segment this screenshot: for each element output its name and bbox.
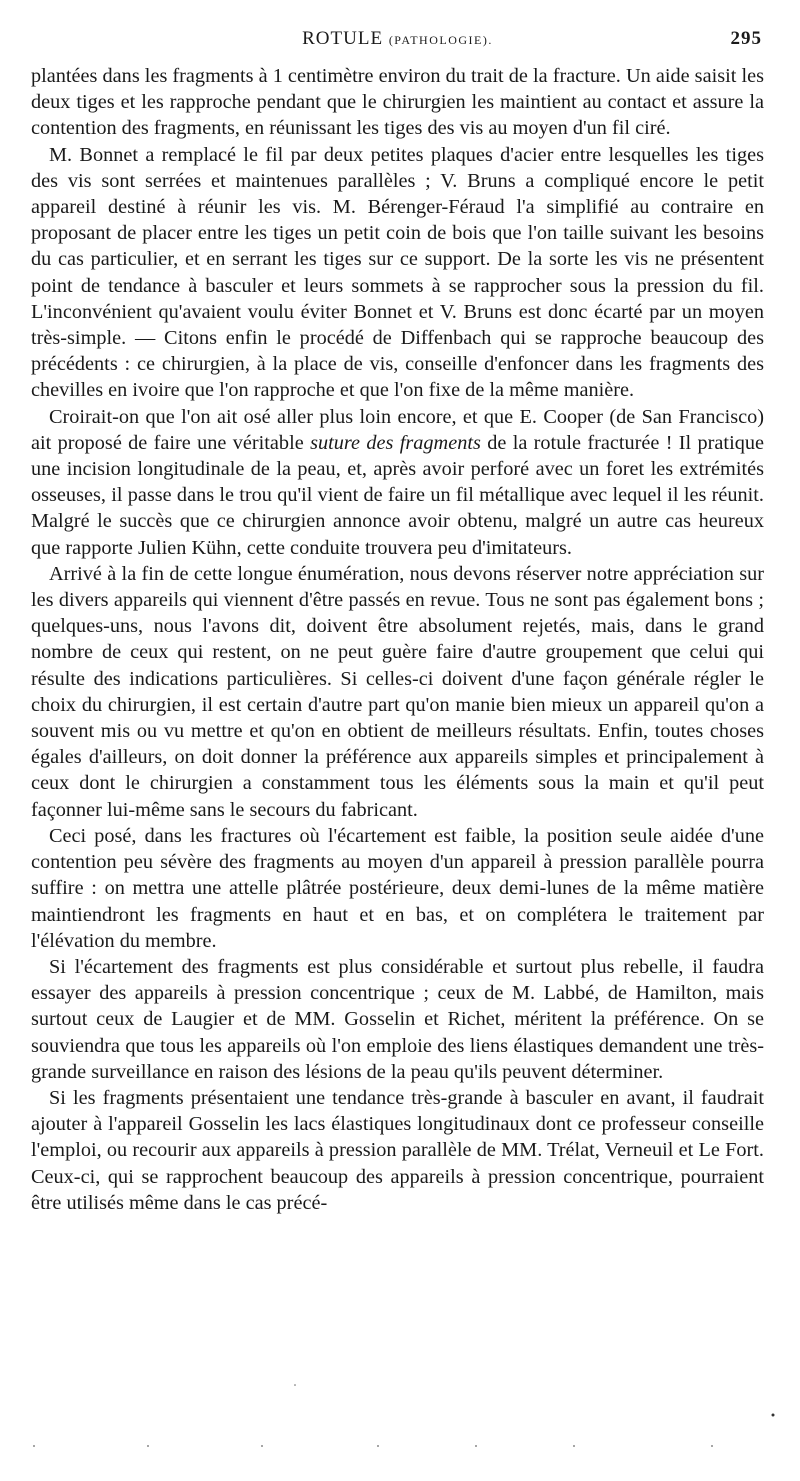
running-title <box>31 28 764 50</box>
paragraph-5: Ceci posé, dans les fractures où l'écartement est faible, la position seule aidée d'une contention peu sévère des fragments au moyen d'un appareil à pression parallèle pourra suffire : on mettra une attelle plâtrée postérieure, deux demi-lunes de la même matière maintiendront les fragments en haut et en bas, et on complétera le traitement par l'élévation du membre. <box>31 824 764 952</box>
running-header <box>31 28 764 58</box>
page-number: 295 <box>730 28 762 49</box>
italic-phrase: suture des fragments <box>310 431 481 454</box>
paragraph-7: Si les fragments présentaient une tendance très-grande à basculer en avant, il faudrait ajouter à l'appareil Gosselin les lacs élastiques longitudinaux dont ce professeur conseille l'emploi, ou recourir aux appareils à pression parallèle de MM. Trélat, Verneuil et Le Fort. Ceux-ci, qui se rapprochent beaucoup des appareils à pression concentrique, pourraient être utilisés même dans le cas précé- <box>31 1086 764 1214</box>
running-title-main: ROTULE <box>302 28 384 49</box>
running-title-subtitle: (PATHOLOGIE). <box>388 33 493 47</box>
body-text <box>31 63 764 1216</box>
paragraph-3: Croirait-on que l'on ait osé aller plus loin encore, et que E. Cooper (de San Francisco) ait proposé de faire une véritable suture des fragments de la rotule fracturée ! Il pratique une incision longitudinale de la peau, et, après avoir perforé avec un foret les extrémités osseuses, il passe dans le trou qu'il vient de faire un fil métallique avec lequel il les réunit. Malgré le succès que ce chirurgien annonce avoir obtenu, malgré un autre cas heureux que rapporte Julien Kühn, cette conduite trouvera peu d'imitateurs. <box>31 405 764 559</box>
paragraph-2: M. Bonnet a remplacé le fil par deux petites plaques d'acier entre lesquelles les tiges des vis sont serrées et maintenues parallèles ; V. Bruns a compliqué encore le petit appareil destiné à réunir les vis. M. Bérenger-Féraud l'a simplifié au contraire en proposant de placer entre les tiges un petit coin de bois que l'on taille suivant les besoins du cas particulier, et en serrant les tiges sur ce support. De la sorte les vis ne présentent point de tendance à basculer et leurs sommets à se rapprocher sous la pression du fil. L'inconvénient qu'avaient voulu éviter Bonnet et V. Bruns est donc écarté par un moyen très-simple. — Citons enfin le procédé de Diffenbach qui se rapproche beaucoup des précédents : ce chirurgien, à la place de vis, conseille d'enfoncer dans les fragments des chevilles en ivoire que l'on rapproche et que l'on fixe de la même manière. <box>31 143 764 402</box>
paragraph-4: Arrivé à la fin de cette longue énumération, nous devons réserver notre appréciation sur les divers appareils qui viennent d'être passés en revue. Tous ne sont pas également bons ; quelques-uns, nous l'avons dit, doivent être absolument rejetés, mais, dans le grand nombre de ceux qui restent, on ne peut guère faire d'autre groupement que celui qui résulte des indications particulières. Si celles-ci doivent d'une façon générale régler le choix du chirurgien, il est certain d'autre part qu'on manie bien mieux un appareil qu'on a souvent mis ou vu mettre et qu'on en obtient de meilleurs résultats. Enfin, toutes choses égales d'ailleurs, on doit donner la préférence aux appareils simples et principalement à ceux dont le chirurgien a constamment tous les éléments sous la main et qu'il peut façonner lui-même sans le secours du fabricant. <box>31 562 764 821</box>
paragraph-1: plantées dans les fragments à 1 centimètre environ du trait de la fracture. Un aide saisit les deux tiges et les rapproche pendant que le chirurgien les maintient au contact et assure la contention des fragments, en réunissant les tiges des vis au moyen d'un fil ciré. <box>31 65 764 140</box>
paragraph-6: Si l'écartement des fragments est plus considérable et surtout plus rebelle, il faudra essayer des appareils à pression concentrique ; ceux de M. Labbé, de Hamilton, mais surtout ceux de Laugier et de MM. Gosselin et Richet, méritent la préférence. On se souviendra que tous les appareils où l'on emploie des liens élastiques demandent une très-grande surveillance en raison des lésions de la peau qu'ils peuvent déterminer. <box>31 955 764 1083</box>
book-page <box>31 28 764 1216</box>
